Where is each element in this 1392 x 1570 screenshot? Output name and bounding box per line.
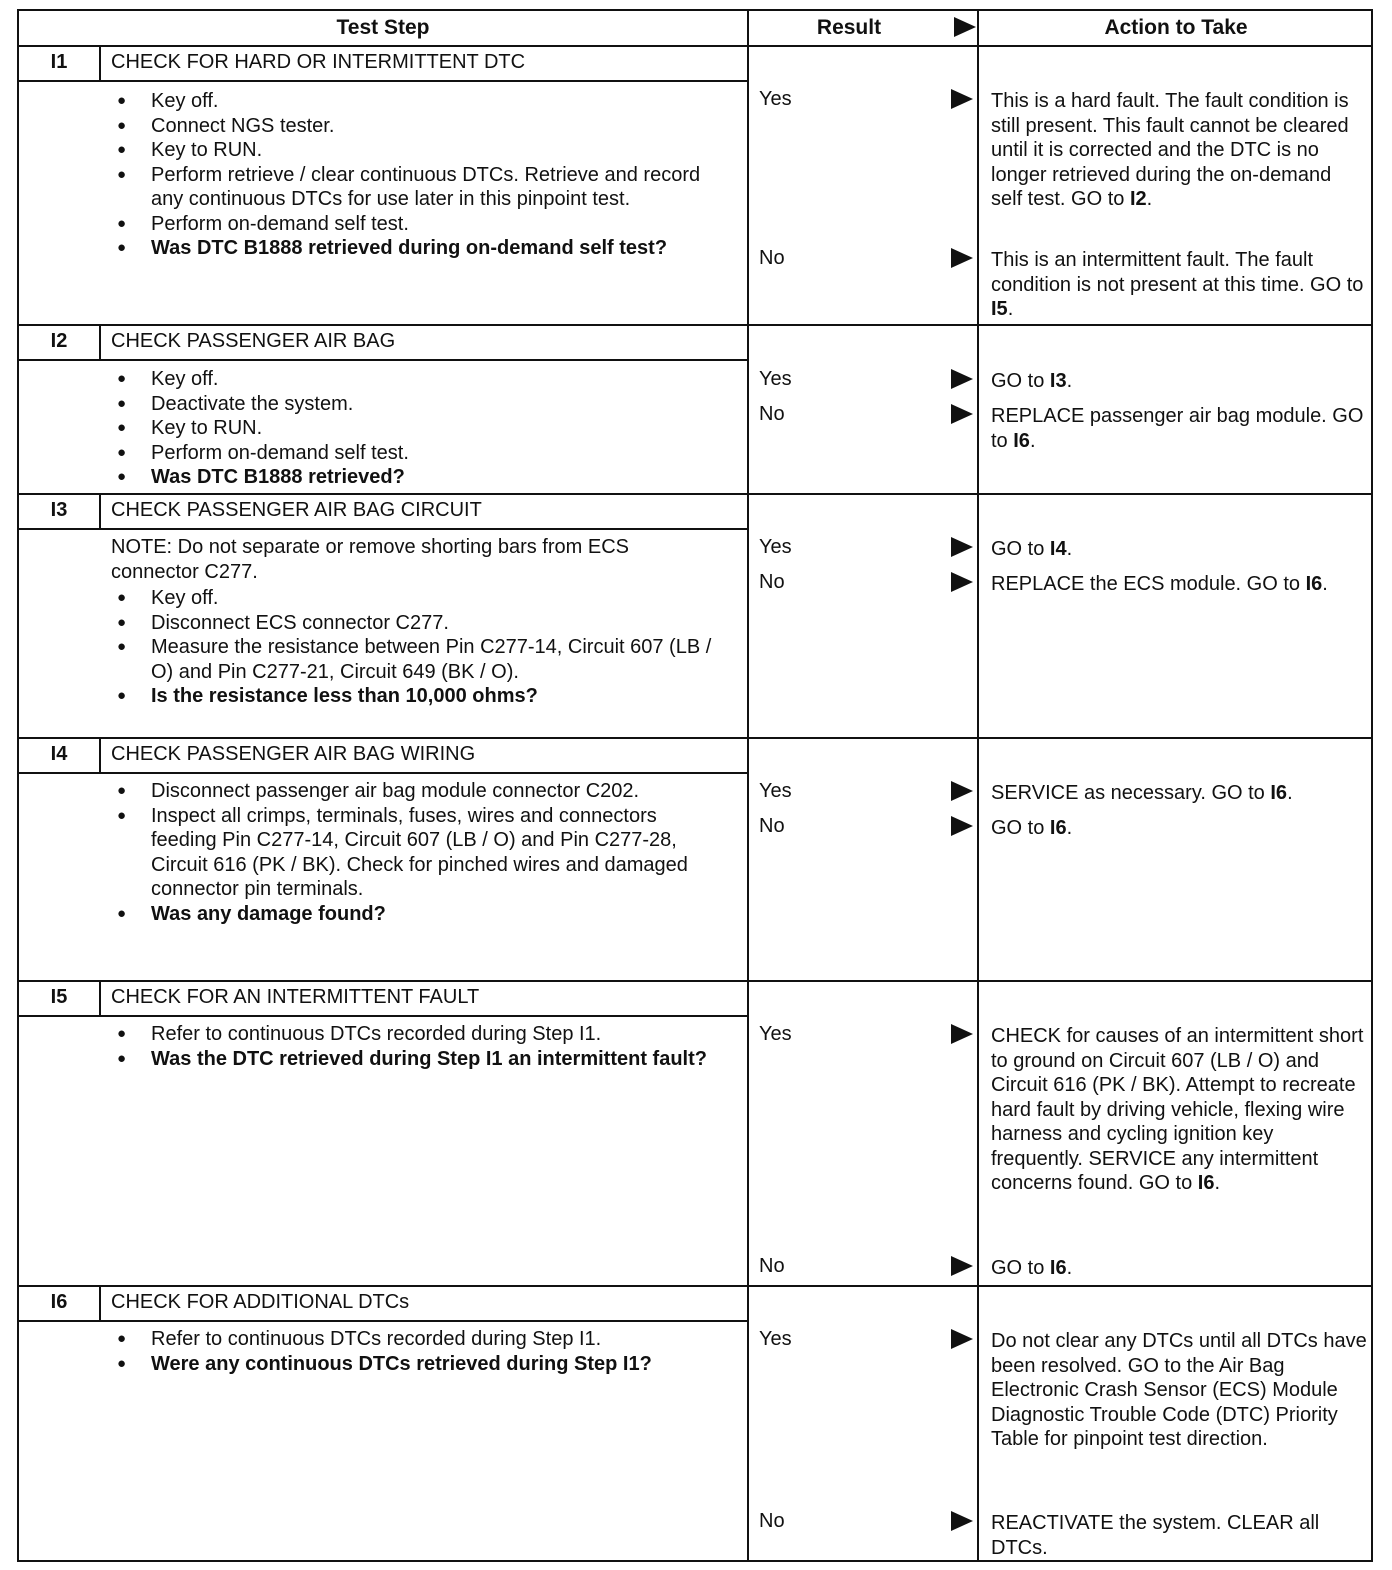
step-body [111,535,721,709]
result-yes [759,535,975,561]
title-underline [19,1015,747,1017]
number-divider [99,45,101,80]
result-label: Yes [759,1023,792,1045]
goto-step: I6 [1049,1257,1067,1279]
step-number: I4 [50,743,68,765]
result-yes [759,1327,975,1353]
number-divider [99,493,101,528]
goto-step: I3 [1049,370,1067,392]
goto-step: I6 [1013,429,1030,452]
arrow-right-icon [951,781,973,801]
arrow-right-icon [951,1329,973,1349]
action-text: This is a hard fault. The fault condition is still present. This fault cannot be cleared until it is corrected and the DTC is no longer retrieved during the on-demand self test. GO to I2. [991,90,1349,210]
step-instruction: ● Disconnect passenger air bag module connector C202. [111,779,721,804]
action-text: GO to I6. [991,1257,1073,1279]
result-no [759,1509,975,1535]
result-label: Yes [759,88,792,110]
header-test-step: Test Step [336,16,430,39]
title-underline [19,80,747,82]
action-text: This is an intermittent fault. The fault condition is not present at this time. GO to I5. [991,249,1364,320]
result-label: Yes [759,368,792,390]
action-text: Do not clear any DTCs until all DTCs have been resolved. GO to the Air Bag Electronic Crash Sensor (ECS) Module Diagnostic Trouble Code (DTC) Priority Table for pinpoint test direction. [991,1330,1367,1450]
step-title-bar [19,737,747,772]
step-title-bar [19,1285,747,1320]
arrow-right-icon [951,572,973,592]
step-question: ● Was any damage found? [111,902,721,927]
action-text: REPLACE the ECS module. GO to I6. [991,573,1328,595]
step-title-bar [19,45,747,80]
result-label: No [759,1255,785,1277]
action-text: GO to I4. [991,538,1073,560]
step-instruction: ● Key to RUN. [111,416,721,441]
step-instruction: ● Disconnect ECS connector C277. [111,611,721,636]
arrow-right-icon [951,1511,973,1531]
result-label: No [759,1510,785,1532]
goto-step: I6 [1270,782,1288,804]
result-label: Yes [759,536,792,558]
result-label: Yes [759,1328,792,1350]
step-body [111,1327,721,1376]
goto-step: I2 [1129,188,1147,210]
result-no [759,1254,975,1280]
step-instruction: ● Key to RUN. [111,138,721,163]
result-yes [759,87,975,113]
title-underline [19,359,747,361]
result-label: No [759,247,785,269]
step-title: CHECK FOR HARD OR INTERMITTENT DTC [111,51,526,73]
step-instruction: ● Refer to continuous DTCs recorded during Step I1. [111,1327,721,1352]
step-instruction: ● Inspect all crimps, terminals, fuses, wires and connectors feeding Pin C277-14, Circuit 607 (LB / O) and Pin C277-28, Circuit 616 (PK / BK). Check for pinched wires and damaged connector pin terminals. [111,804,721,902]
step-instruction: ● Key off. [111,367,721,392]
step-number: I3 [50,499,68,521]
step-instruction: ● Perform on-demand self test. [111,441,721,466]
step-question: ● Was the DTC retrieved during Step I1 an intermittent fault? [111,1047,721,1072]
step-title-bar [19,493,747,528]
title-underline [19,528,747,530]
number-divider [99,980,101,1015]
action-text: SERVICE as necessary. GO to I6. [991,782,1293,804]
result-yes [759,779,975,805]
col-divider-action [977,11,979,1560]
result-label: No [759,815,785,837]
arrow-right-icon [951,89,973,109]
title-underline [19,772,747,774]
arrow-right-icon [951,404,973,424]
step-number: I5 [50,986,68,1008]
result-yes [759,367,975,393]
arrow-right-icon [951,248,973,268]
arrow-right-icon [951,816,973,836]
action-text: REACTIVATE the system. CLEAR all DTCs. [991,1512,1320,1559]
step-instruction: ● Measure the resistance between Pin C277-14, Circuit 607 (LB / O) and Pin C277-21, Circuit 649 (BK / O). [111,635,721,684]
step-instruction: ● Perform retrieve / clear continuous DTCs. Retrieve and record any continuous DTCs for use later in this pinpoint test. [111,163,721,212]
result-no [759,570,975,596]
result-no [759,402,975,428]
goto-step: I6 [1305,573,1323,595]
title-underline [19,1320,747,1322]
step-title: CHECK PASSENGER AIR BAG WIRING [111,743,476,765]
goto-step: I4 [1049,538,1067,560]
step-question: ● Were any continuous DTCs retrieved during Step I1? [111,1352,721,1377]
step-title: CHECK FOR ADDITIONAL DTCs [111,1291,410,1313]
step-title: CHECK PASSENGER AIR BAG [111,330,396,352]
result-yes [759,1022,975,1048]
header-result: Result [816,16,882,39]
goto-step: I5 [991,298,1008,320]
step-question: ● Is the resistance less than 10,000 ohms? [111,684,721,709]
step-title-bar [19,980,747,1015]
result-label: No [759,571,785,593]
action-text: GO to I6. [991,817,1073,839]
arrow-right-icon [951,369,973,389]
goto-step: I6 [1049,817,1067,839]
step-title: CHECK FOR AN INTERMITTENT FAULT [111,986,480,1008]
result-no [759,814,975,840]
step-body [111,1022,721,1071]
goto-step: I6 [1197,1172,1215,1194]
result-label: No [759,403,785,425]
step-instruction: ● Connect NGS tester. [111,114,721,139]
step-body [111,779,721,926]
number-divider [99,737,101,772]
header-arrow-icon [954,17,976,37]
action-text: REPLACE passenger air bag module. GO to I6. [991,405,1364,452]
result-label: Yes [759,780,792,802]
step-number: I6 [50,1291,68,1313]
number-divider [99,1285,101,1320]
step-number: I2 [50,330,68,352]
step-title-bar [19,324,747,359]
step-instruction: ● Key off. [111,89,721,114]
header-action: Action to Take [1104,16,1248,39]
result-no [759,246,975,272]
step-body [111,367,721,490]
action-text: CHECK for causes of an intermittent short to ground on Circuit 607 (LB / O) and Circuit 616 (PK / BK). Attempt to recreate hard fault by driving vehicle, flexing wire harness and cycling ignition key frequently. SERVICE any intermittent concerns found. GO to I6. [991,1025,1364,1194]
number-divider [99,324,101,359]
step-title: CHECK PASSENGER AIR BAG CIRCUIT [111,499,482,521]
step-body [111,89,721,261]
step-instruction: ● Perform on-demand self test. [111,212,721,237]
action-text: GO to I3. [991,370,1073,392]
step-note: NOTE: Do not separate or remove shorting bars from ECS connector C277. [111,536,629,583]
table-header [19,11,1371,47]
step-number: I1 [50,51,68,73]
arrow-right-icon [951,1024,973,1044]
step-instruction: ● Deactivate the system. [111,392,721,417]
arrow-right-icon [951,537,973,557]
step-question: ● Was DTC B1888 retrieved during on-demand self test? [111,236,721,261]
pinpoint-test-table [17,9,1373,1562]
col-divider-result [747,11,749,1560]
step-instruction: ● Refer to continuous DTCs recorded during Step I1. [111,1022,721,1047]
step-instruction: ● Key off. [111,586,721,611]
arrow-right-icon [951,1256,973,1276]
step-question: ● Was DTC B1888 retrieved? [111,465,721,490]
